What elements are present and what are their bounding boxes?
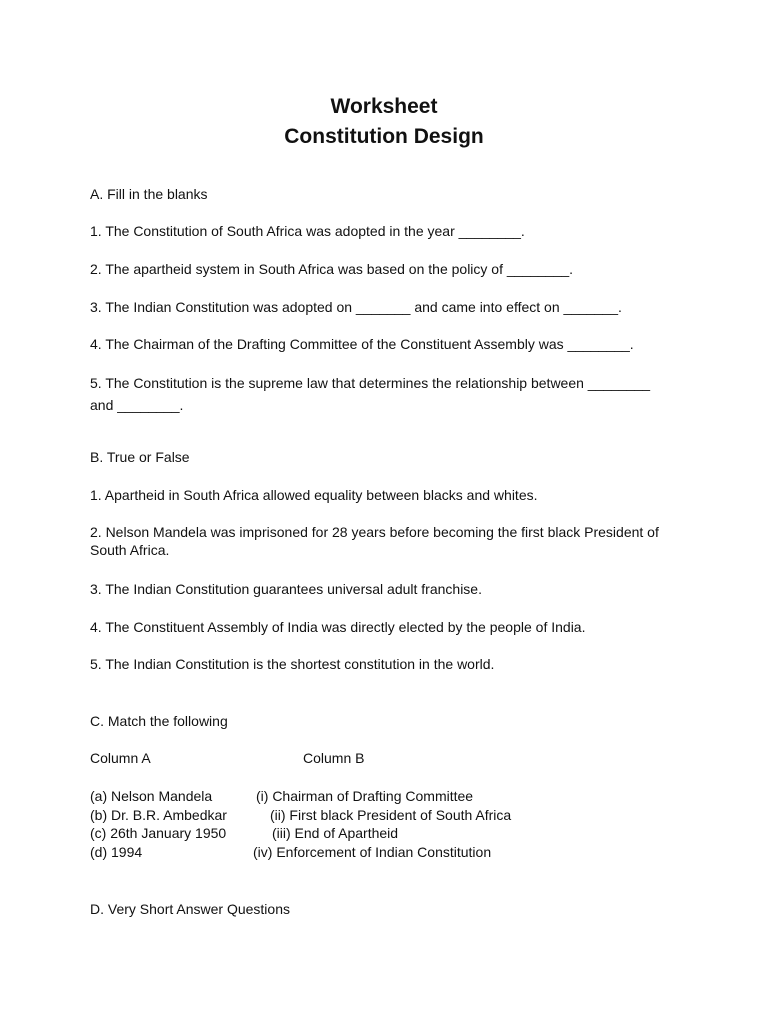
true-false-item-3: 3. The Indian Constitution guarantees universal adult franchise. (90, 581, 482, 597)
section-d-heading: D. Very Short Answer Questions (90, 901, 290, 917)
page-subtitle: Constitution Design (284, 125, 484, 148)
true-false-item-5: 5. The Indian Constitution is the shortest constitution in the world. (90, 656, 495, 672)
fill-blank-item-4: 4. The Chairman of the Drafting Committee of the Constituent Assembly was ________. (90, 336, 634, 352)
column-b-item-3: (iii) End of Apartheid (272, 825, 399, 841)
column-b-item-4: (iv) Enforcement of Indian Constitution (253, 844, 492, 860)
page-title: Worksheet (330, 95, 438, 118)
fill-blank-item-2: 2. The apartheid system in South Africa was based on the policy of ________. (90, 261, 574, 277)
fill-blank-item-5: 5. The Constitution is the supreme law that determines the relationship between ________ and ________. (90, 375, 651, 413)
true-false-item-2: 2. Nelson Mandela was imprisoned for 28 years before becoming the first black President of South Africa. (90, 524, 659, 558)
column-a-label: Column A (90, 750, 151, 766)
true-false-item-4: 4. The Constituent Assembly of India was directly elected by the people of India. (90, 619, 586, 635)
section-c-heading: C. Match the following (90, 713, 228, 729)
column-a-item-2: (b) Dr. B.R. Ambedkar (90, 807, 227, 823)
fill-blank-item-1: 1. The Constitution of South Africa was adopted in the year ________. (90, 223, 525, 239)
column-a-item-3: (c) 26th January 1950 (90, 825, 227, 841)
column-b-item-2: (ii) First black President of South Africa (270, 807, 512, 823)
column-a-item-4: (d) 1994 (90, 844, 143, 860)
true-false-item-1: 1. Apartheid in South Africa allowed equality between blacks and whites. (90, 487, 538, 503)
column-b-item-1: (i) Chairman of Drafting Committee (256, 788, 474, 804)
column-b-label: Column B (303, 750, 365, 766)
section-b-heading: B. True or False (90, 449, 190, 465)
fill-blank-item-3: 3. The Indian Constitution was adopted on _______ and came into effect on _______. (90, 299, 622, 315)
column-a-item-1: (a) Nelson Mandela (90, 788, 213, 804)
section-a-heading: A. Fill in the blanks (90, 186, 208, 202)
